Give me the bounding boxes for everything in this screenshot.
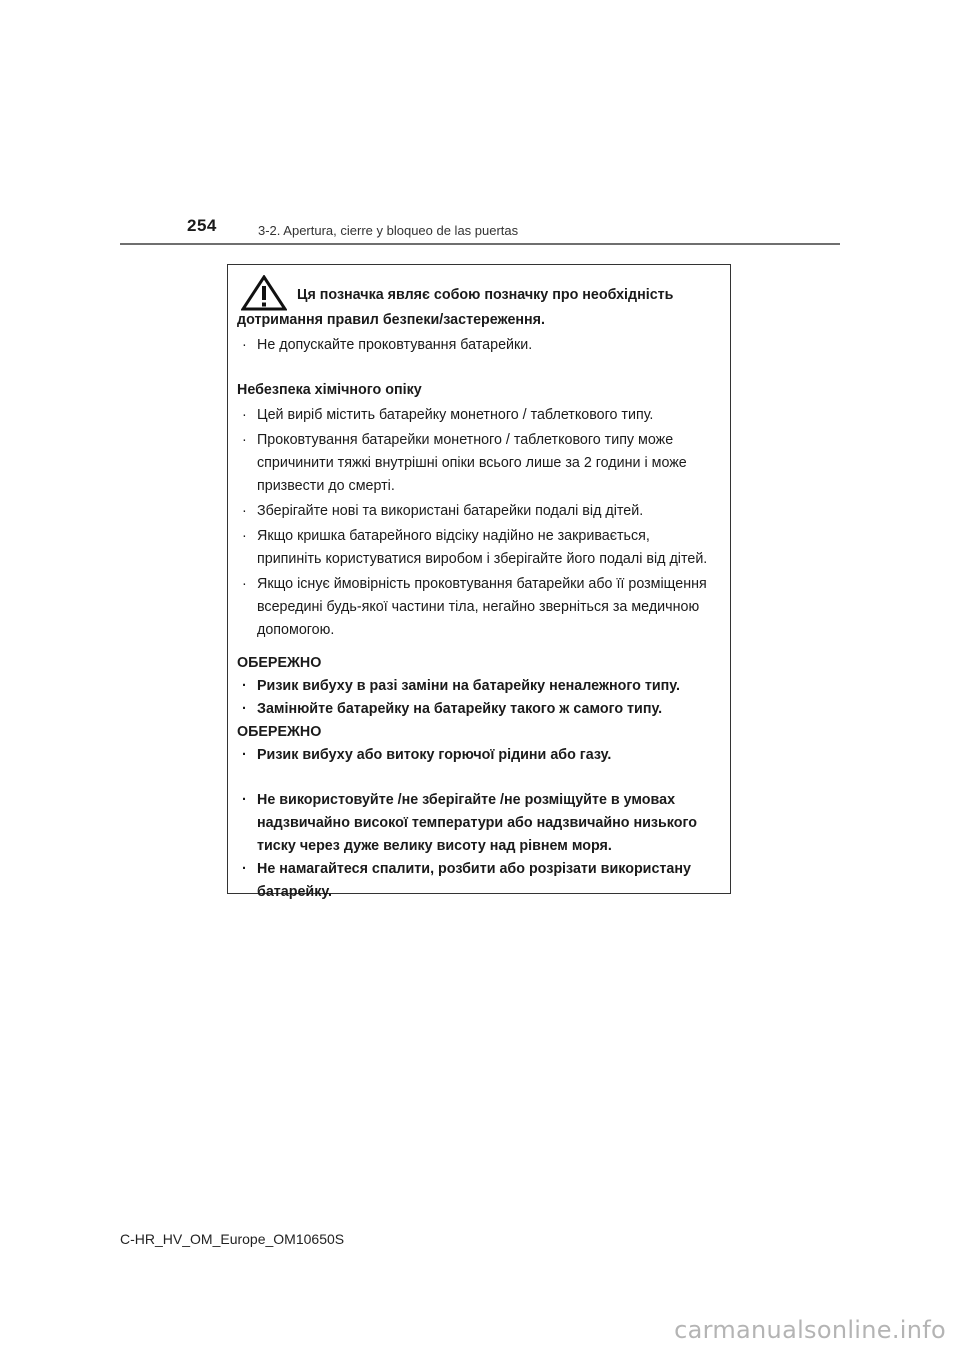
bullet: · [242,861,247,877]
warning-triangle-icon [241,275,287,311]
list-item: · Проковтування батарейки монетного / таблеткового типу може спричинити тяжкі внутрішні опіки всього лише за 2 години і може призвести до смерті. [237,429,718,498]
warning-title-line1: Ця позначка являє собою позначку про необхідність [297,287,674,303]
bullet: · [242,528,247,544]
list-item: · Ризик вибуху або витоку горючої рідини або газу. [237,744,718,767]
bullet: · [242,407,247,423]
bullet: · [242,747,247,763]
bullet: · [242,576,247,592]
warning-box [227,264,731,900]
warning-header [237,275,718,311]
list-item: · Не допускайте проковтування батарейки. [237,334,718,357]
list-item: · Якщо існує ймовірність проковтування батарейки або її розміщення всередині будь-якої частини тіла, негайно зверніться за медичною допомогою. [237,573,718,642]
bullet: · [242,337,247,353]
watermark: carmanualsonline.info [674,1316,946,1344]
bullet: · [242,432,247,448]
chemical-burn-heading: Небезпека хімічного опіку [237,382,422,398]
bullet: · [242,678,247,694]
document-code: C-HR_HV_OM_Europe_OM10650S [120,1231,345,1247]
bullet: · [242,503,247,519]
list-item: · Ризик вибуху в разі заміни на батарейку неналежного типу. [237,675,718,698]
list-item: · Зберігайте нові та використані батарейки подалі від дітей. [237,500,718,523]
header-divider [120,243,840,245]
bullet: · [242,792,247,808]
warning-title-line2: дотримання правил безпеки/застереження. [237,312,545,328]
section-title: 3-2. Apertura, cierre y bloqueo de las puertas [258,223,519,238]
page-number: 254 [187,216,217,235]
list-item: · Цей виріб містить батарейку монетного / таблеткового типу. [237,404,718,427]
list-item: · Не намагайтеся спалити, розбити або розрізати використану батарейку. [237,858,718,904]
list-item: · Якщо кришка батарейного відсіку надійно не закривається, припиніть користуватися виробом і зберігайте його подалі від дітей. [237,525,718,571]
list-item: · Не використовуйте /не зберігайте /не розміщуйте в умовах надзвичайно високої температури або надзвичайно низького тиску через дуже велику висоту над рівнем моря. [237,789,718,858]
bullet: · [242,701,247,717]
list-item: · Замінюйте батарейку на батарейку такого ж самого типу. [237,698,718,721]
caution-heading: ОБЕРЕЖНО [237,724,322,740]
caution-heading: ОБЕРЕЖНО [237,655,322,671]
